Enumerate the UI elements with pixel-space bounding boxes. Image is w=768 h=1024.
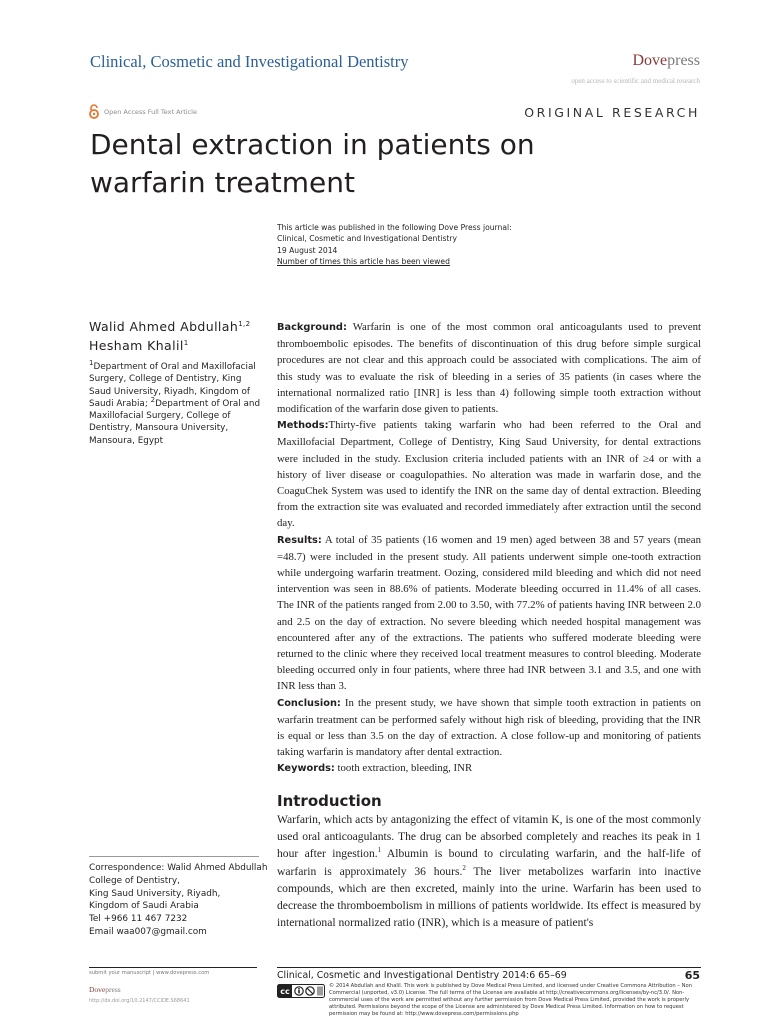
cc-badge-text: cc	[280, 987, 290, 996]
introduction-paragraph	[277, 811, 701, 931]
author-name: Hesham Khalil	[89, 338, 184, 353]
submit-manuscript-link[interactable]: submit your manuscript | www.dovepress.com	[89, 970, 210, 976]
author-name: Walid Ahmed Abdullah	[89, 319, 239, 334]
article-type: ORIGINAL RESEARCH	[524, 105, 700, 120]
open-access-lock-icon	[88, 104, 100, 119]
page-number: 65	[684, 969, 700, 982]
abstract-results	[277, 532, 701, 695]
footer-publisher-press: press	[105, 985, 121, 994]
affiliation-marker: 2	[150, 395, 156, 404]
affiliation-text: Department of Oral and Maxillofacial Surgery, College of Dentistry, King Saud University, Riyadh, Kingdom of Saudi Arabia;	[89, 362, 256, 409]
abstract-label: Keywords:	[277, 763, 335, 775]
open-access-label: Open Access Full Text Article	[104, 107, 197, 116]
reference-marker[interactable]: 1	[377, 846, 382, 855]
author-affiliation-marker: 1,2	[238, 319, 251, 328]
introduction-heading: Introduction	[277, 792, 382, 810]
abstract-text: In the present study, we have shown that simple tooth extraction in patients on warfarin treatment can be performed safely without high risk of bleeding, providing that the INR is equal or less than 3.5 on the day of extraction. A close follow-up and monitoring of patients taking warfarin is mandatory after dental extraction.	[277, 696, 701, 759]
publisher-logo[interactable]	[632, 52, 700, 70]
author-list	[89, 317, 251, 355]
author-affiliation-marker: 1	[183, 338, 189, 347]
introduction-text: Albumin is bound to circulating warfarin, and the half-life of warfarin is approximately 36 hours.	[277, 847, 701, 878]
publisher-tagline: open access to scientific and medical research	[571, 77, 700, 85]
abstract-conclusion	[277, 695, 701, 761]
footer-divider-right	[277, 967, 701, 968]
correspondence-email[interactable]: Email waa007@gmail.com	[89, 926, 207, 937]
footer-publisher-logo[interactable]	[89, 985, 121, 994]
creative-commons-license-icon[interactable]	[277, 984, 325, 998]
introduction-text: Warfarin, which acts by antagonizing the effect of vitamin K, is one of the most commonly used oral anticoagulants. The drug can be absorbed completely and reaches its peak in 1 hour after ingestion.	[277, 813, 701, 861]
correspondence-address-line: King Saud University, Riyadh,	[89, 888, 221, 899]
publication-info	[277, 222, 512, 267]
abstract-label: Conclusion:	[277, 697, 341, 709]
introduction-text: The liver metabolizes warfarin into inactive compounds, which are then excreted, mainly into the urine. Warfarin has been used to decrease the thromboembolism in millions of patients worldwide. Its effect is measured by international normalized ratio (INR), which is a measure of patient's	[277, 864, 701, 930]
footer-divider-left	[89, 967, 257, 968]
publication-info-journal: Clinical, Cosmetic and Investigational Dentistry	[277, 234, 457, 244]
affiliation-text: Department of Oral and Maxillofacial Surgery, College of Dentistry, Mansoura University, Mansoura, Egypt	[89, 398, 261, 446]
views-count-link[interactable]: Number of times this article has been viewed	[277, 256, 450, 266]
publication-info-date: 19 August 2014	[277, 245, 338, 255]
correspondence-phone: Tel +966 11 467 7232	[89, 914, 188, 925]
author	[89, 317, 251, 336]
correspondence	[89, 862, 267, 939]
abstract-background	[277, 319, 701, 417]
abstract-label: Background:	[277, 322, 347, 333]
correspondence-author: Correspondence: Walid Ahmed Abdullah	[89, 863, 268, 873]
introduction-body	[277, 811, 701, 931]
publication-info-line: This article was published in the following Dove Press journal:	[277, 223, 512, 232]
abstract	[277, 319, 701, 778]
author	[89, 336, 251, 355]
correspondence-divider	[89, 856, 259, 857]
correspondence-address-line: College of Dentistry,	[89, 875, 180, 886]
journal-name: Clinical, Cosmetic and Investigational Dentistry	[90, 52, 409, 71]
publisher-logo-dove: Dove	[632, 52, 668, 69]
doi-link[interactable]: http://dx.doi.org/10.2147/CCIDE.S68641	[89, 998, 190, 1004]
abstract-text: Thirty-five patients taking warfarin who had been referred to the Oral and Maxillofacial Department, College of Dentistry, King Saud University, for dental extractions were included in the study. Exclusion criteria included patients with an INR of ≥4 or with a history of liver disease or coagulopathies. No alteration was made in warfarin dose, and the CoaguChek System was used to identify the INR on the same day of dental extraction. Bleeding from the extraction site was evaluated and recorded immediately after extraction until the second day.	[277, 419, 701, 530]
affiliation-marker: 1	[89, 359, 94, 368]
abstract-text: Warfarin is one of the most common oral anticoagulants used to prevent thromboembolic episodes. The benefits of discontinuation of this drug before simple surgical procedures are not clear and this approach could be associated with complications. The aim of this study was to evaluate the risk of bleeding in a series of 35 patients (in cases where the international normalized ratio [INR] is less than 4) following simple tooth extraction without modification of the warfarin dose given to patients.	[277, 321, 701, 416]
correspondence-address-line: Kingdom of Saudi Arabia	[89, 901, 199, 912]
article-title: Dental extraction in patients on warfarin treatment	[90, 128, 535, 199]
abstract-text: A total of 35 patients (16 women and 19 men) aged between 38 and 57 years (mean =48.7) were included in the present study. All patients underwent simple one-tooth extraction while undergoing warfarin treatment. Oozing, considered mild bleeding and which did not need intervention was seen in 88.6% of patients. Moderate bleeding occurred in 11.4% of all cases. The INR of the patients ranged from 2.00 to 3.50, with 77.2% of patients having INR between 2.0 and 2.5 on the day of extraction. No severe bleeding which needed hospital management was encountered after any of the extractions. The patients who suffered moderate bleeding were returned to the clinic where they received local treatment measures to control bleeding. Moderate bleeding occurred only in four patients, where three had INR between 3.1 and 3.5, and one with INR less than 3.	[277, 533, 701, 693]
abstract-label: Methods:	[277, 420, 329, 432]
affiliations	[89, 361, 265, 447]
footer-citation: Clinical, Cosmetic and Investigational Dentistry 2014:6 65–69	[277, 970, 567, 981]
abstract-text: tooth extraction, bleeding, INR	[334, 762, 473, 775]
abstract-keywords	[277, 760, 701, 777]
license-text: © 2014 Abdullah and Khalil. This work is published by Dove Medical Press Limited, and licensed under Creative Commons Attribution – Non Commercial (unported, v3.0) License. The full terms of the License are available at http://creativecommons.org/licenses/by-nc/3.0/. Non-commercial uses of the work are permitted without any further permission from Dove Medical Press Limited, provided the work is properly attributed. Permissions beyond the scope of the License are administered by Dove Medical Press Limited. Information on how to request permission may be found at: http://www.dovepress.com/permissions.php	[329, 983, 692, 1018]
footer-publisher-dove: Dove	[89, 985, 106, 994]
abstract-label: Results:	[277, 534, 322, 546]
publisher-logo-press: press	[667, 52, 700, 69]
reference-marker[interactable]: 2	[462, 863, 466, 872]
open-access-badge	[88, 104, 197, 119]
abstract-methods	[277, 417, 701, 531]
